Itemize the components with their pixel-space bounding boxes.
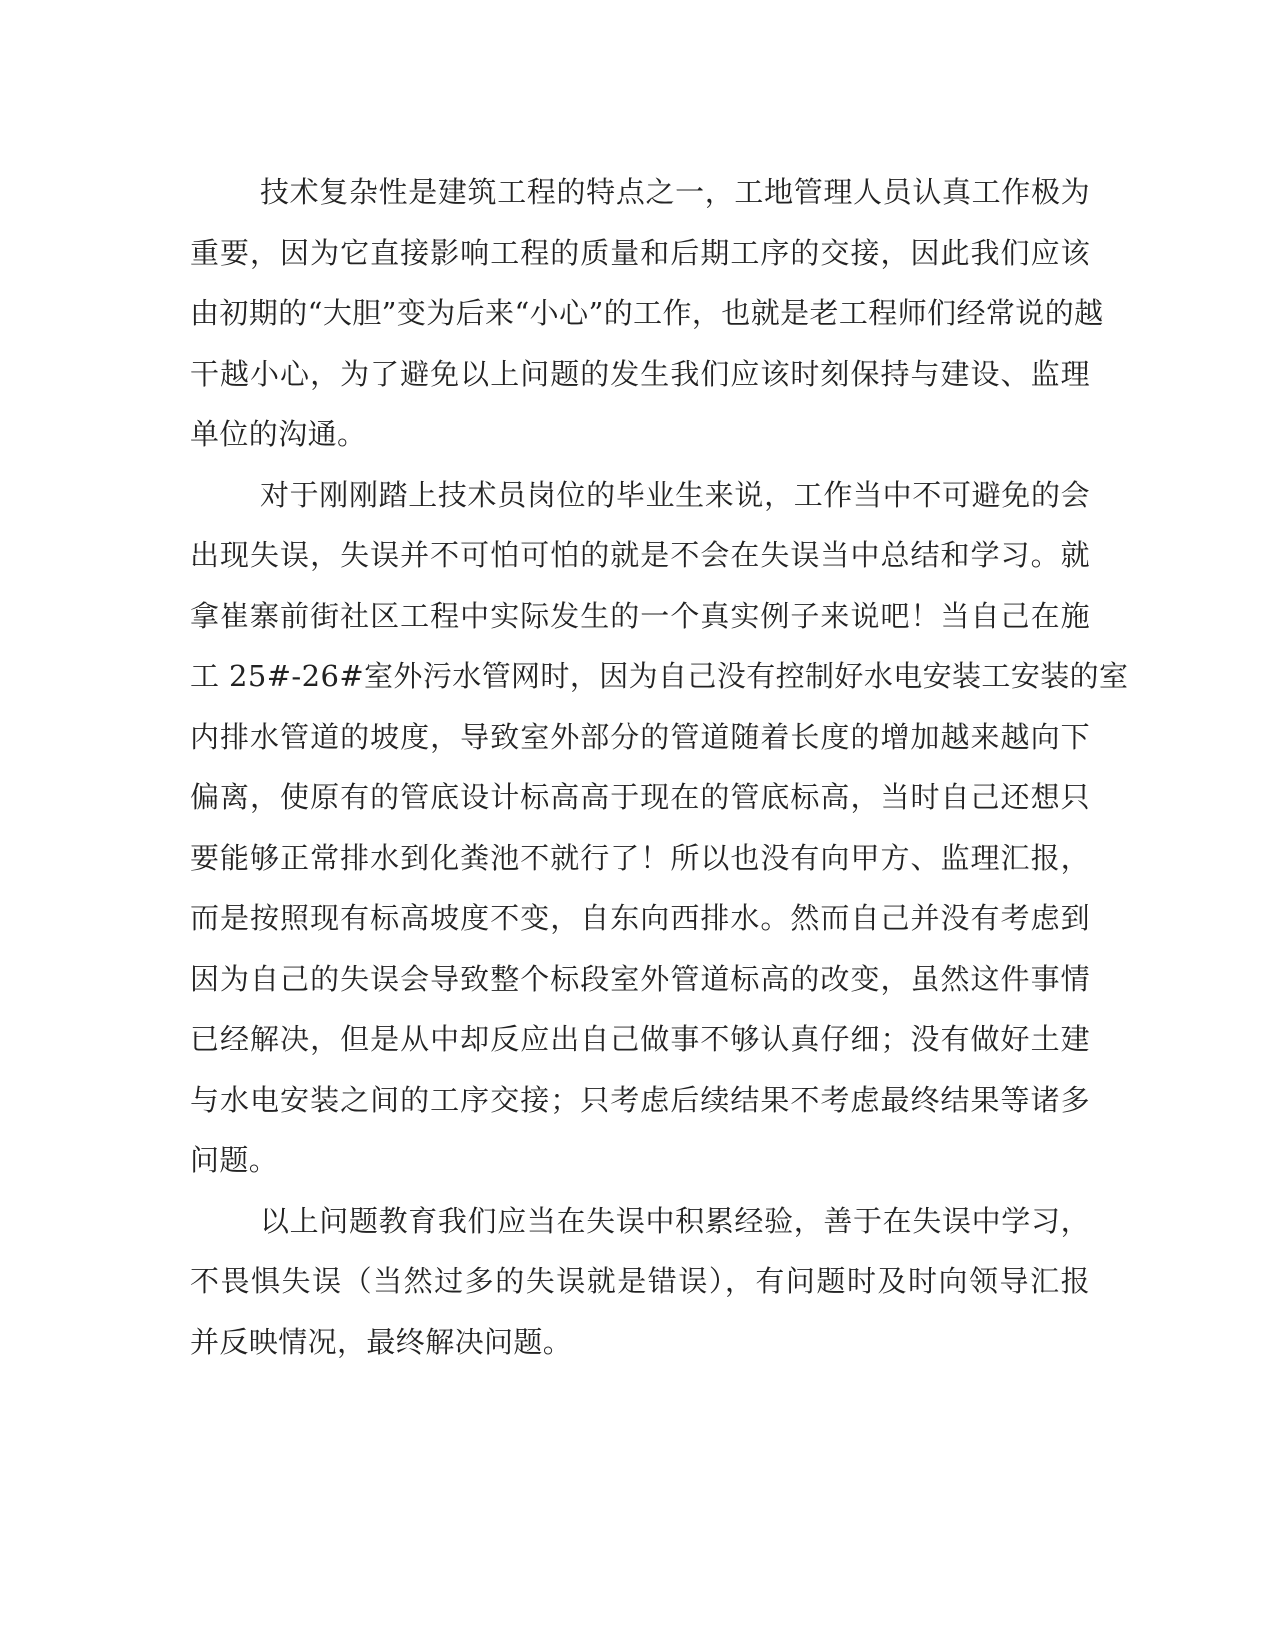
text-line: 内排水管道的坡度，导致室外部分的管道随着长度的增加越来越向下: [190, 719, 1090, 754]
text-line: 与水电安装之间的工序交接；只考虑后续结果不考虑最终结果等诸多: [190, 1082, 1090, 1117]
text-line: 问题。: [190, 1143, 279, 1177]
text-line: 并反映情况，最终解决问题。: [190, 1324, 573, 1359]
text-line: 拿崔寨前街社区工程中实际发生的一个真实例子来说吧！当自己在施: [190, 598, 1090, 633]
paragraph-1: [190, 162, 1104, 465]
paragraph-3: [190, 1191, 1090, 1373]
text-line: 重要，因为它直接影响工程的质量和后期工序的交接，因此我们应该: [190, 235, 1090, 270]
text-line: 要能够正常排水到化粪池不就行了！所以也没有向甲方、监理汇报，: [190, 840, 1090, 875]
text-line: 以上问题教育我们应当在失误中积累经验，善于在失误中学习，: [260, 1203, 1090, 1238]
text-line: 已经解决，但是从中却反应出自己做事不够认真仔细；没有做好土建: [190, 1022, 1090, 1056]
text-line: 技术复杂性是建筑工程的特点之一，工地管理人员认真工作极为: [260, 175, 1090, 209]
text-line: 不畏惧失误（当然过多的失误就是错误），有问题时及时向领导汇报: [190, 1264, 1090, 1298]
text-line: 单位的沟通。: [190, 417, 367, 451]
paragraph-2: [190, 465, 1129, 1191]
text-line: 偏离，使原有的管底设计标高高于现在的管底标高，当时自己还想只: [190, 780, 1090, 814]
text-line: 干越小心，为了避免以上问题的发生我们应该时刻保持与建设、监理: [190, 356, 1090, 391]
text-line: 对于刚刚踏上技术员岗位的毕业生来说，工作当中不可避免的会: [260, 477, 1090, 512]
text-line: 而是按照现有标高坡度不变，自东向西排水。然而自己并没有考虑到: [190, 901, 1090, 935]
document-body: [190, 162, 1129, 1372]
text-line: 因为自己的失误会导致整个标段室外管道标高的改变，虽然这件事情: [190, 961, 1090, 996]
text-line: 由初期的“大胆”变为后来“小心”的工作，也就是老工程师们经常说的越: [190, 296, 1104, 330]
text-line: 工 25#-26#室外污水管网时，因为自己没有控制好水电安装工安装的室: [190, 659, 1129, 693]
text-line: 出现失误，失误并不可怕可怕的就是不会在失误当中总结和学习。就: [190, 538, 1090, 572]
